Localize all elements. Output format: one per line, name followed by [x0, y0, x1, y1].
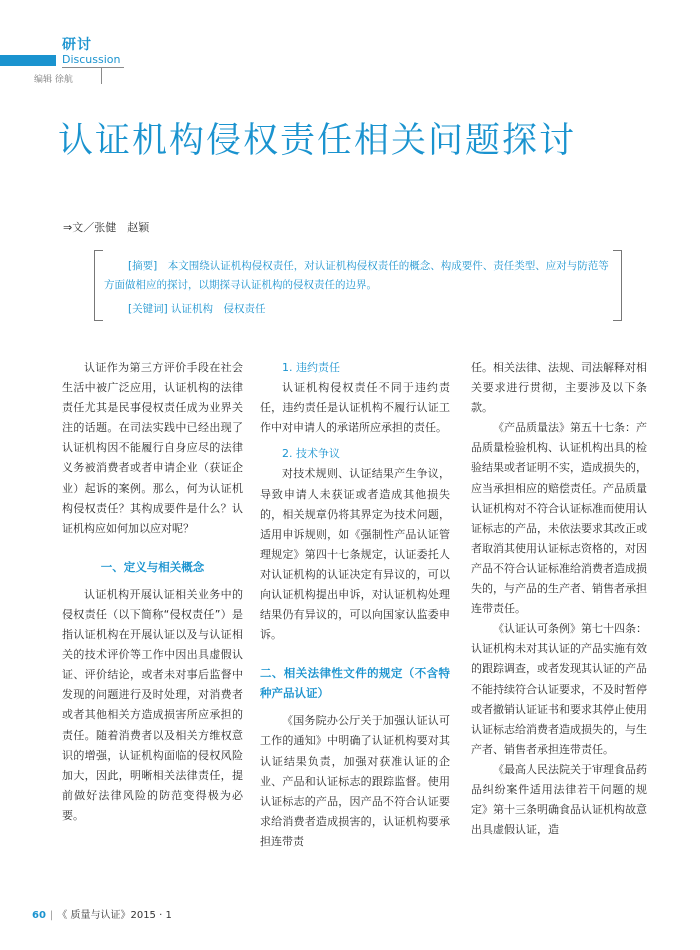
col3-paragraph-3: 《认证认可条例》第七十四条：认证机构未对其认证的产品实施有效的跟踪调查，或者发现其认证的产品不能持续符合认证要求，不及时暂停或者撤销认证证书和要求其停止使用认证标志给消费者造成损失的，与生产者、销售者承担连带责任。 [471, 622, 647, 756]
page-number: 60 [32, 910, 46, 921]
header-section-en: Discussion [62, 53, 121, 66]
col3-paragraph-4: 《最高人民法院关于审理食品药品纠纷案件适用法律若干问题的规定》第十三条明确食品认证机构故意出具虚假认证，造 [471, 762, 647, 837]
header-vertical-divider [101, 68, 102, 84]
article-authors: ⇒文／张健 赵颖 [63, 221, 150, 234]
keywords-label: [关键词] [128, 303, 168, 315]
journal-name: 《 质量与认证》2015 · 1 [57, 910, 172, 921]
section-2-heading: 二、相关法律性文件的规定（不含特种产品认证） [260, 666, 450, 701]
subsection-1-paragraph: 认证机构侵权责任不同于违约责任，违约责任是认证机构不履行认证工作中对申请人的承诺所应承担的责任。 [260, 381, 450, 435]
keywords-value: 认证机构 侵权责任 [171, 303, 266, 315]
column-3 [471, 358, 647, 840]
section-2-paragraph: 《国务院办公厅关于加强认证认可工作的通知》中明确了认证机构要对其认证结果负责，加强对获准认证的企业、产品和认证标志的跟踪监督。使用认证标志的产品，因产品不符合认证要求给消费者造成损害的，认证机构要承担连带责 [260, 714, 450, 848]
article-title: 认证机构侵权责任相关问题探讨 [58, 121, 577, 161]
intro-paragraph: 认证作为第三方评价手段在社会生活中被广泛应用，认证机构的法律责任尤其是民事侵权责任成为业界关注的话题。在司法实践中已经出现了认证机构因不能履行自身应尽的法律义务被消费者或者申请企业（获证企业）起诉的案例。那么，何为认证机构侵权责任？其构成要件是什么？认证机构应如何加以应对呢？ [62, 361, 243, 535]
abstract-text [104, 257, 614, 294]
page-footer [32, 906, 172, 921]
abstract-body: 本文围绕认证机构侵权责任，对认证机构侵权责任的概念、构成要件、责任类型、应对与防范等方面做相应的探讨，以期探寻认证机构的侵权责任的边界。 [104, 260, 609, 291]
subsection-2-paragraph: 对技术规则、认证结果产生争议，导致申请人未获证或者造成其他损失的，相关规章仍将其界定为技术问题，适用申诉规则，如《强制性产品认证管理规定》第四十七条规定，认证委托人对认证机构的认证决定有异议的，可以向认证机构提出申诉，对认证机构处理结果仍有异议的，可以向国家认监委申诉。 [260, 467, 450, 642]
subsection-1-heading: 1. 违约责任 [282, 361, 340, 374]
column-1 [62, 358, 243, 826]
abstract-bracket-left [94, 250, 103, 321]
header-section-label: 研讨 [62, 37, 92, 53]
column-2 [260, 358, 450, 852]
section-1-paragraph: 认证机构开展认证相关业务中的侵权责任（以下简称“侵权责任”）是指认证机构在开展认证以及与认证相关的技术评价等工作中因出具虚假认证、评价结论，或者未对事后监督中发现的问题进行及时处理，对消费者或者其他相关方造成损害所应承担的责任。随着消费者以及相关方维权意识的增强，认证机构面临的侵权风险加大，因此，明晰相关法律责任，提前做好法律风险的防范变得极为必要。 [62, 587, 243, 822]
keywords [128, 301, 266, 316]
col3-paragraph-1: 任。相关法律、法规、司法解释对相关要求进行贯彻，主要涉及以下条款。 [471, 361, 647, 415]
header-divider [62, 67, 124, 68]
subsection-2-heading: 2. 技术争议 [282, 447, 340, 461]
header-editor: 编辑 徐航 [34, 75, 73, 85]
header-accent-bar [0, 55, 56, 66]
footer-separator: | [49, 910, 54, 921]
col3-paragraph-2: 《产品质量法》第五十七条：产品质量检验机构、认证机构出具的检验结果或者证明不实，造成损失的，应当承担相应的赔偿责任。产品质量认证机构对不符合认证标准而使用认证标志的产品，未依法要求其改正或者取消其使用认证标志资格的，对因产品不符合认证标准给消费者造成损失的，与产品的生产者、销售者承担连带责任。 [471, 421, 647, 616]
abstract-label: [摘要] [128, 260, 158, 272]
section-1-heading: 一、定义与相关概念 [100, 559, 205, 574]
abstract-box [94, 250, 622, 319]
abstract-bracket-right [613, 250, 622, 321]
